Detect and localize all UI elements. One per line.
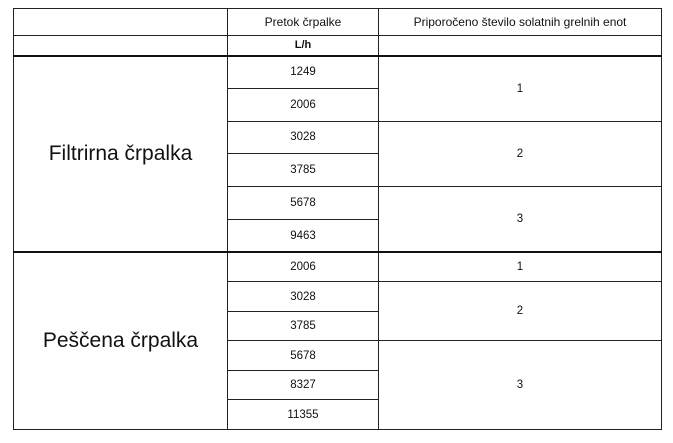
recommended-count: 3 [379,341,662,430]
unit-row [14,36,662,56]
pump-type-label: Filtrirna črpalka [14,56,228,253]
recommended-count: 2 [379,282,662,341]
solar-heater-recommendation-table [13,8,662,430]
flow-value: 2006 [228,88,379,121]
flow-value: 2006 [228,252,379,282]
flow-value: 3028 [228,121,379,154]
flow-value: 3028 [228,282,379,312]
recommended-count: 2 [379,121,662,187]
table-row [14,252,662,282]
pump-type-label: Peščena črpalka [14,252,228,429]
header-empty-cell [14,9,228,36]
header-row [14,9,662,36]
unit-empty-cell [14,36,228,56]
recommended-count: 1 [379,56,662,122]
flow-value: 9463 [228,219,379,252]
recommended-count: 3 [379,187,662,253]
flow-value: 5678 [228,341,379,371]
flow-value: 5678 [228,187,379,220]
header-recommended-count: Priporočeno število solatnih grelnih enot [379,9,662,36]
header-pump-flow: Pretok črpalke [228,9,379,36]
table-row [14,56,662,89]
flow-unit: L/h [228,36,379,56]
flow-value: 3785 [228,154,379,187]
recommended-count: 1 [379,252,662,282]
flow-value: 11355 [228,400,379,430]
flow-value: 8327 [228,370,379,400]
unit-empty-cell-right [379,36,662,56]
flow-value: 1249 [228,56,379,89]
flow-value: 3785 [228,311,379,341]
